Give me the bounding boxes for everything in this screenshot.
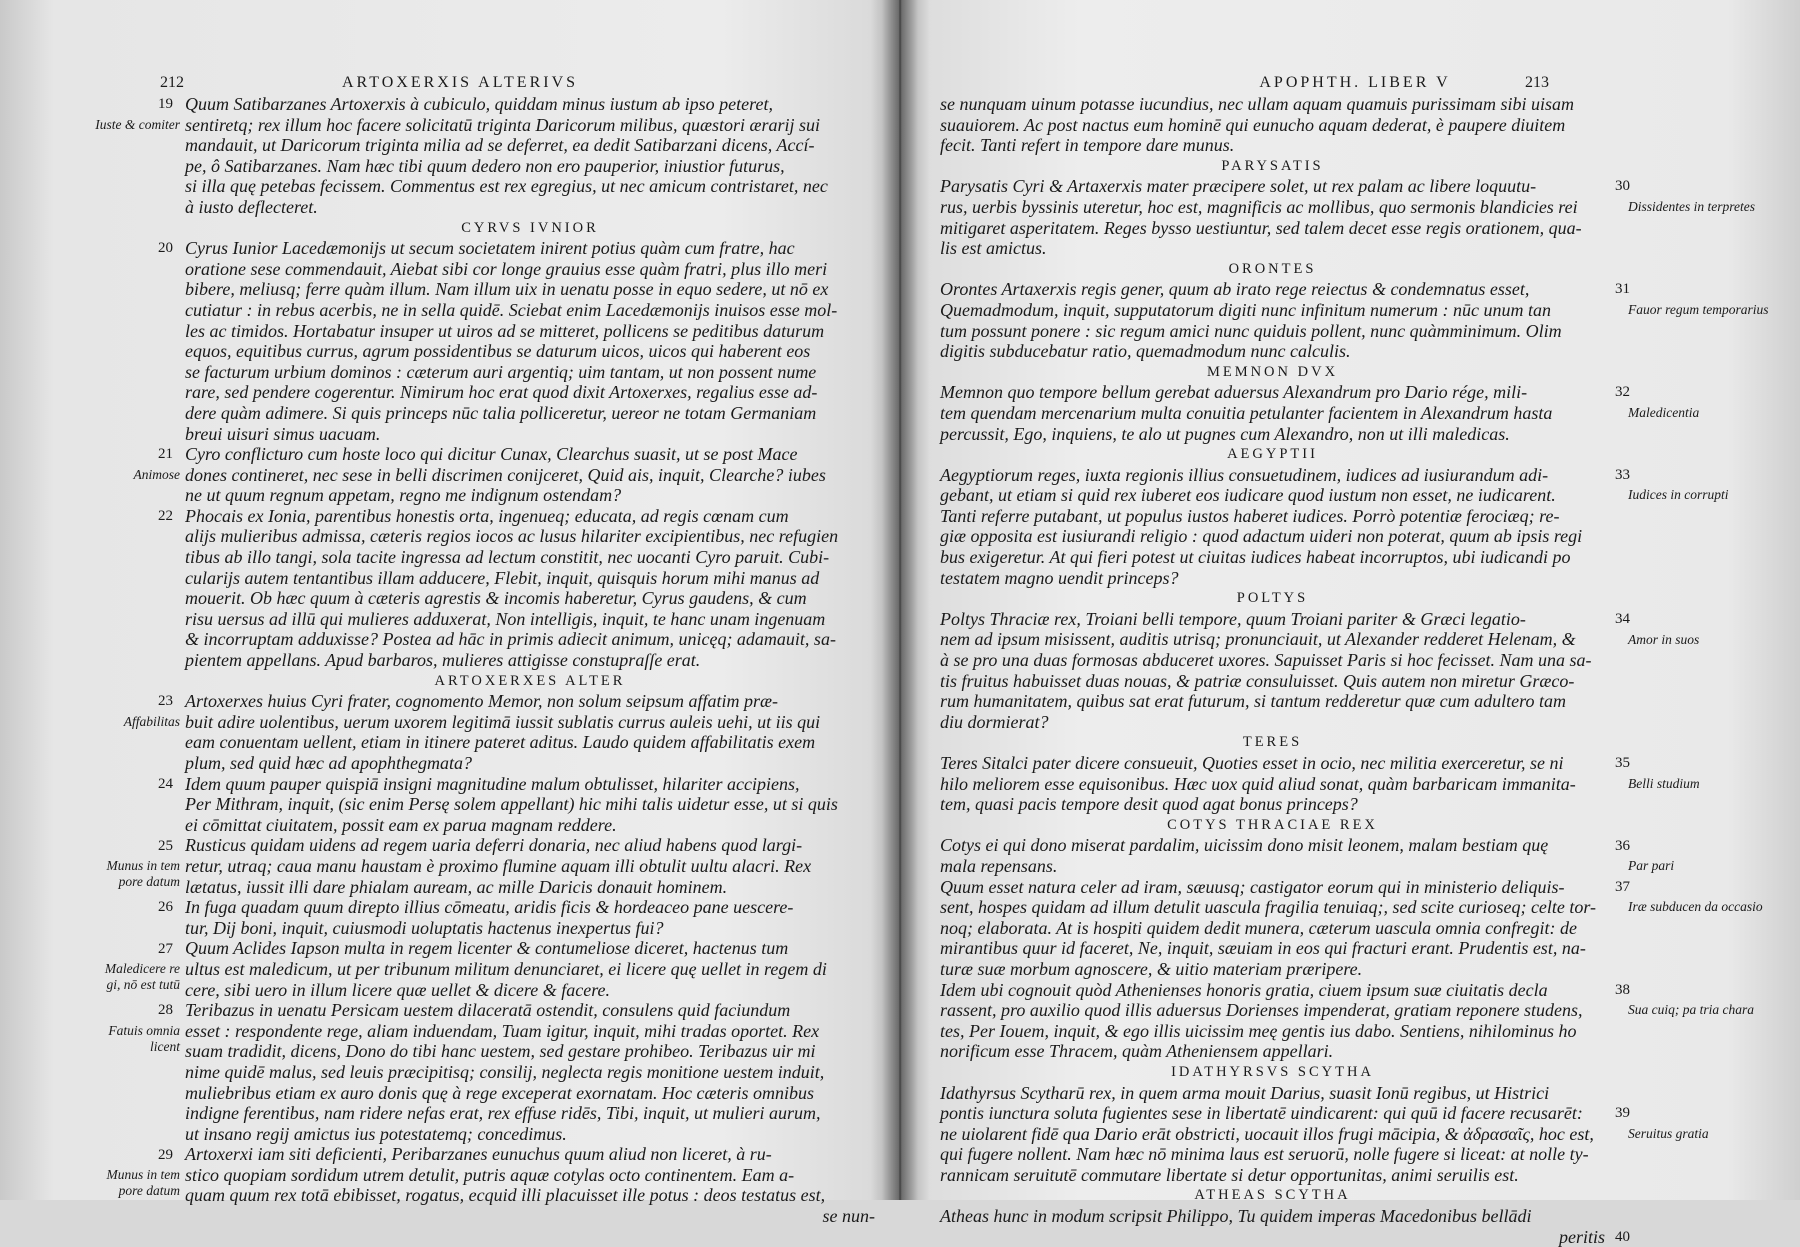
text-line: pontis iunctura soluta fugientes sese in libertatē uindicarent: qui quū id facere recusarēt:: [940, 1103, 1583, 1124]
text-line: Cyro conflicturo cum hoste loco qui dicitur Cunax, Clearchus suasit, ut se post Mace: [185, 444, 798, 465]
text-line: hilo meliorem esse equisonibus. Hæc uox quid aliud sonat, quàm barbaricam immanita-: [940, 773, 1576, 794]
text-line: suauiorem. Ac post nactus eum hominē qui eunucho aquam dederat, è paupere diuitem: [940, 114, 1566, 135]
text-line: lætatus, iussit illi dare phialam auream, ac mille Daricis donauit hominem.: [185, 876, 728, 897]
margin-number: 34: [1615, 611, 1630, 627]
margin-number: 29: [158, 1146, 173, 1163]
text-line: indigne ferentibus, nam ridere nefas erat, rex effuse ridēs, Tibi, inquit, ut mulieri aurum,: [185, 1103, 821, 1124]
margin-number: 25: [158, 837, 173, 854]
text-line: se nunquam uinum potasse iucundius, nec ullam aquam quamuis purissimam sibi uisam: [940, 94, 1574, 114]
text-line: rassent, pro auxilio quod illis aduersus Dorienses impenderat, gratiam reponere studens,: [940, 1000, 1583, 1021]
text-line: muliebribus etiam ex auro donis quę à rege exceperat exornatam. Hoc cæteris omnibus: [185, 1082, 815, 1103]
margin-number: 24: [158, 775, 173, 792]
margin-number: 35: [1615, 755, 1630, 772]
text-line: tur, Dij boni, inquit, cuiusmodi uoluptatis hactenus inexpertus fui?: [185, 917, 664, 938]
text-line: buit adire uolentibus, uerum uxorem legitimā iussit sublatis currus auleis uehi, ut iis qui: [185, 711, 821, 732]
text-line: tem, quasi pacis tempore desit quod agat bonus princeps?: [940, 794, 1358, 815]
section-heading: TERES: [1242, 734, 1303, 751]
text-line: Cyrus Iunior Lacedæmonijs ut secum societatem inirent potius quàm cum fratre, hac: [185, 238, 795, 259]
text-line: mouerit. Ob hæc quum à cæteris agrestis & incomis haberetur, Cyrus gaudens, & cum: [185, 588, 807, 609]
text-line: percussit, Ego, inquiens, te alo ut pugnes cum Alexandro, non ut illi maledicas.: [940, 423, 1510, 444]
text-line: cularijs autem tentantibus illam adducere, Flebit, inquit, quisquis horum mihi manus ad: [185, 567, 820, 588]
text-column: [940, 94, 1605, 1247]
text-line: Idem ubi cognouit quòd Athenienses honoris gratia, ciuem ipsum suæ ciuitatis decla: [940, 979, 1548, 1000]
text-line: fecit. Tanti refert in tempore dare munus.: [940, 135, 1235, 156]
text-line: Parysatis Cyri & Artaxerxis mater præcipere solet, ut rex palam ac libere loquutu-: [940, 176, 1537, 197]
text-line: Memnon quo tempore bellum gerebat aduersus Alexandrum pro Dario rége, mili-: [940, 382, 1528, 403]
margin-note: Dissidentes in terpretes: [1628, 199, 1755, 214]
margin-note: Munus in tem pore datum: [106, 858, 180, 889]
text-line: se facturum urbium dominos : cæterum auri argentiq; uim tantam, ut non possent nume: [185, 361, 817, 382]
text-line: Orontes Artaxerxis regis gener, quum ab irato rege reiectus & condemnatus esset,: [940, 279, 1530, 300]
gutter-shadow: [870, 0, 930, 1200]
section-heading: MEMNON DVX: [1206, 363, 1339, 380]
margin-number: 32: [1615, 384, 1630, 401]
section-heading: CYRVS IVNIOR: [461, 219, 599, 236]
text-line: mandauit, ut Daricorum triginta milia ad se deferret, ea dedit Satibarzani dicens, Accí-: [185, 135, 815, 156]
text-line: bus exigeretur. At qui fieri potest ut ciuitas iudices habeat incorruptos, ubi iudicandi po: [940, 547, 1571, 568]
text-line: suam tradidit, dicens, Dono do tibi hanc uestem, sed gestare prohibeo. Teribazus uir mi: [185, 1041, 816, 1062]
text-line: gebant, ut etiam si quid rex iuberet eos iudicare quod iustum non esset, ne iudicarent.: [940, 485, 1556, 506]
text-line: tum possunt ponere : sic regum amici nunc quiduis pollent, nunc quàmminimum. Olim: [940, 320, 1562, 341]
section-heading: POLTYS: [1236, 590, 1309, 607]
section-heading: COTYS THRACIAE REX: [1167, 816, 1378, 833]
margin-note: Seruitus gratia: [1628, 1126, 1709, 1141]
margin-note: Fauor regum temporarius: [1628, 302, 1769, 317]
margin-note: Par pari: [1628, 858, 1675, 874]
text-line: equos, equitibus currus, agrum possidentibus se daturum uicos, uicos qui haberent eos: [185, 341, 811, 362]
text-line: alijs mulieribus admissa, cæteris regios iocos ac lusus hilariter excipientibus, nec refugien: [185, 526, 839, 547]
text-line: se nun-: [822, 1206, 875, 1227]
section-heading: ORONTES: [1228, 260, 1317, 277]
text-line: lis est amictus.: [940, 238, 1047, 259]
text-line: Teribazus in uenatu Persicam uestem dilaceratā ostendit, consulens quid faciundum: [185, 1000, 791, 1021]
text-line: giæ opposita est iusiurandi religio : quod adactum uideri non poterat, quum ab ipsis regi: [940, 526, 1583, 547]
margin-note: Munus in tem pore datum: [106, 1167, 180, 1198]
section-heading: IDATHYRSVS SCYTHA: [1171, 1063, 1374, 1080]
margin-note: Affabilitas: [123, 714, 180, 729]
text-line: ultus est maledicum, ut per tribunum militum denunciaret, ei licere quę uellet in regem di: [185, 958, 827, 979]
text-line: mala repensans.: [940, 855, 1058, 876]
page-number: 212: [160, 74, 184, 91]
page-number: 213: [1525, 74, 1549, 91]
text-line: Rusticus quidam uidens ad regem uaria deferri donaria, nec aliud habens quod largi-: [185, 835, 803, 856]
text-line: nem ad ipsum misissent, auditis utrisq; pronunciauit, ut Alexander redderet Helenam, &: [940, 629, 1576, 650]
text-line: ei cōmittat ciuitatem, possit eam ex parua magnam reddere.: [185, 814, 617, 835]
text-line: tes, Per Iouem, inquit, & ego illis uicissim meę gentis ius dabo. Sentiens, nihilominus ho: [940, 1020, 1577, 1041]
margin-number: 37: [1615, 878, 1630, 895]
margin-note: Belli studium: [1628, 775, 1700, 791]
text-line: digitis subducebatur ratio, quemadmodum nunc calculis.: [940, 341, 1351, 362]
text-line: pientem appellans. Apud barbaros, mulieres attigisse constupraſſe erat.: [185, 650, 701, 671]
text-line: risu uersus ad illū qui mulieres adduxerat, Non intelligis, inquit, te hanc unam ingenuam: [185, 608, 826, 629]
text-line: norificum esse Thracem, quàm Atheniensem appellari.: [940, 1041, 1334, 1062]
text-line: Aegyptiorum reges, iuxta regionis illius consuetudinem, iudices ad iusiurandum adi-: [940, 464, 1549, 485]
text-line: Quum Aclides Iapson multa in regem licenter & contumeliose diceret, hactenus tum: [185, 938, 789, 959]
text-line: & incorruptam adduxisse? Postea ad hāc in primis adiecit animum, unicęq; adamauit, sa-: [185, 629, 836, 650]
margin-number: 31: [1615, 281, 1630, 298]
margin-number: 39: [1615, 1105, 1630, 1122]
text-line: cere, sibi uero in illum licere quæ uellet & dicere & facere.: [185, 979, 611, 1000]
text-line: les ac timidos. Hortabatur insuper ut uiros ad se mitteret, pollicens se peditibus daturum: [185, 320, 825, 341]
text-line: turæ suæ morbum agnoscere, & uitio materiam præripere.: [940, 958, 1363, 979]
section-heading: PARYSATIS: [1221, 157, 1324, 174]
right-page: [925, 60, 1785, 1247]
text-line: tem quendam mercenarium multa conuitia petulanter facientem in Alexandrum hasta: [940, 402, 1553, 423]
text-line: Per Mithram, inquit, (sic enim Persę solem appellant) hic mihi talis uidetur esse, ut si quis: [185, 794, 838, 815]
text-line: quam quum rex totā ebibisset, rogatus, ecquid illi placuisset ille potus : deos testatus est,: [185, 1185, 826, 1206]
margin-note: Iuste & comiter: [95, 116, 180, 132]
running-head-title: ARTOXERXIS ALTERIVS: [341, 74, 579, 91]
text-line: oratione sese commendauit, Aiebat sibi cor longe grauius esse quàm fratri, plus illo meri: [185, 258, 828, 279]
margin-note: Iudices in corrupti: [1628, 487, 1729, 503]
text-line: Quum Satibarzanes Artoxerxis à cubiculo, quiddam minus iustum ab ipso peteret,: [185, 94, 773, 114]
text-column: [185, 94, 875, 1227]
text-line: Tanti referre putabant, ut populus iustos haberet iudices. Porrò potentiæ ferociæq; re-: [940, 505, 1560, 526]
text-line: dere quàm adimere. Si quis princeps nūc talia polliceretur, uereor ne totam Germaniam: [185, 402, 817, 423]
text-line: ne uiolarent fidē qua Dario erāt obstricti, uocauit illos frugi mācipia, & ἀδρασαῖς, hoc est,: [940, 1123, 1594, 1144]
text-line: noq; elaborata. At is hospiti quidem dedit munera, cæterum uascula omnia confregit: de: [940, 917, 1577, 938]
margin-number: 38: [1615, 981, 1630, 998]
left-page: [40, 60, 880, 1227]
margin-note: Maledicentia: [1628, 405, 1700, 420]
text-line: tis fruitus habuisset duas nouas, & patriæ consuluisset. Quis autem non miretur Græco-: [940, 670, 1575, 691]
margin-number: 30: [1615, 178, 1630, 195]
text-line: plum, sed quid hæc ad apophthegmata?: [185, 753, 472, 773]
margin-note: Iræ subducen da occasio: [1628, 899, 1763, 915]
text-line: nime quidē malus, sed leuis præcipitisq; consilij, neglecta regis monitione uestem induit,: [185, 1061, 825, 1082]
text-line: breui uisuri simus uacuam.: [185, 423, 381, 444]
text-line: Poltys Thraciæ rex, Troiani belli tempore, quum Troiani pariter & Græci legatio-: [940, 608, 1526, 629]
text-line: retur, utraq; caua manu haustam è proximo flumine aquam illi obtulit uultu alacri. Rex: [185, 855, 812, 876]
margin-number: 23: [158, 693, 173, 710]
text-line: qui fugere nollent. Nam hæc nō minima laus est seruorū, nolle fugere si liceat: at nolle ty-: [940, 1144, 1589, 1165]
text-line: stico quopiam sordidum utrem detulit, putris aquæ cotylas octo continentem. Eam a-: [185, 1164, 795, 1185]
text-line: sentiretq; rex illum hoc facere solicitatū triginta Daricorum milibus, quæstori ærarij sui: [185, 114, 820, 135]
text-line: In fuga quadam quum direpto illius cōmeatu, aridis ficis & hordeaceo pane uescere-: [185, 897, 794, 918]
text-line: Quemadmodum, inquit, supputatorum digiti nunc infinitum numerum : nūc unum tan: [940, 299, 1551, 320]
text-line: pe, ô Satibarzanes. Nam hæc tibi quum dedero non ero pauperior, iniustior futurus,: [185, 155, 785, 176]
text-line: Atheas hunc in modum scripsit Philippo, Tu quidem imperas Macedonibus bellādi: [940, 1206, 1532, 1227]
text-line: à se pro una duas formosas abduceret uxores. Sapuisset Paris si hoc fecisset. Nam una sa-: [940, 650, 1592, 671]
margin-number: 20: [158, 240, 173, 257]
running-head: [925, 60, 1785, 90]
margin-note: Fatuis omnia licent: [108, 1023, 180, 1054]
text-line: rus, uerbis byssinis uteretur, hoc est, magnificis ac mollibus, quo sermonis blandicies rei: [940, 196, 1578, 217]
text-line: Teres Sitalci pater dicere consueuit, Quoties esset in ocio, nec militia exerceretur, se ni: [940, 753, 1564, 773]
margin-number: 26: [158, 899, 173, 916]
margin-number: 28: [158, 1002, 173, 1019]
margin-number: 19: [158, 96, 173, 112]
section-heading: ARTOXERXES ALTER: [434, 672, 626, 689]
margin-note: Amor in suos: [1628, 631, 1700, 647]
running-head: [40, 60, 880, 90]
text-line: cutiatur : in rebus acerbis, ne in sella quidē. Sciebat enim Lacedæmonijs inuisos esse mol-: [185, 299, 838, 320]
text-line: dones contineret, nec sese in belli discrimen conijceret, Quid ais, inquit, Clearche? iubes: [185, 464, 826, 485]
text-line: ut insano regij amictus ius potestatemq; concedimus.: [185, 1123, 567, 1144]
margin-note: Maledicere re gi, nō est tutū: [104, 961, 180, 992]
margin-number: 40: [1615, 1229, 1630, 1245]
running-head-title: APOPHTH. LIBER V: [1259, 74, 1451, 91]
margin-number: 36: [1615, 837, 1630, 854]
text-line: rum humanitatem, quibus sat erat futurum, si tantum redderetur quæ cum adultero tam: [940, 691, 1566, 712]
margin-note: Animose: [133, 466, 180, 482]
text-line: sent, hospes quidam ad illum detulit uascula fragilia tenuiaq;, sed scite curioseq; celte tor-: [940, 897, 1597, 918]
margin-number: 21: [158, 446, 173, 463]
text-line: à iusto deflecteret.: [185, 196, 318, 217]
text-line: Quum esset natura celer ad iram, sæuusq; castigator eorum qui in ministerio deliquis-: [940, 876, 1565, 897]
text-line: bibere, meliusq; ferre quàm illum. Nam illum uix in uenatu posse in equo sedere, ut nō ex: [185, 279, 829, 300]
text-line: diu dormierat?: [940, 711, 1049, 732]
text-line: Cotys ei qui dono miserat pardalim, uicissim dono misit leonem, malam bestiam quę: [940, 835, 1549, 856]
text-line: Idem quum pauper quispiā insigni magnitudine malum obtulisset, hilariter accipiens,: [185, 773, 800, 794]
text-line: ne ut quum regnum appetam, regno me indignum ostendam?: [185, 485, 622, 506]
text-line: Artoxerxi iam siti deficienti, Peribarzanes eunuchus quum aliud non liceret, à ru-: [185, 1144, 772, 1165]
margin-number: 22: [158, 508, 173, 524]
text-line: si illa quę petebas fecissem. Commentus est rex egregius, ut nec amicum contristaret, nec: [185, 176, 828, 197]
text-line: mitigaret asperitatem. Reges bysso uestiuntur, sed talem decet esse regis orationem, qua-: [940, 217, 1582, 238]
margin-number: 33: [1615, 466, 1630, 483]
text-line: tibus ab illo tangi, sola tacite ingressa ad lectum constitit, nec uocanti Cyro paruit. Cubi-: [185, 547, 830, 568]
text-line: Idathyrsus Scytharū rex, in quem arma mouit Darius, suasit Ionū regibus, ut Histrici: [940, 1082, 1550, 1103]
text-line: esset : respondente rege, aliam induendam, Tuam igitur, inquit, mihi tradas oportet. Rex: [185, 1020, 820, 1041]
text-line: peritis: [1558, 1226, 1605, 1247]
margin-number: 27: [158, 940, 173, 957]
section-heading: AEGYPTII: [1227, 446, 1318, 463]
text-line: rannicam seruitutē commutare libertate si detur opportunitas, animi seruilis est.: [940, 1164, 1519, 1185]
text-line: Phocais ex Ionia, parentibus honestis orta, ingenueq; educata, ad regis cœnam cum: [185, 505, 789, 526]
text-line: Artoxerxes huius Cyri frater, cognomento Memor, non solum seipsum affatim præ-: [185, 691, 778, 712]
section-heading: ATHEAS SCYTHA: [1194, 1187, 1351, 1204]
margin-note: Sua cuiq; pa tria chara: [1628, 1002, 1754, 1018]
text-line: mirantibus quur id faceret, Ne, inquit, sæuiam in eos qui fracturi erant. Prudentis est, na-: [940, 938, 1586, 959]
text-line: eam conuentam uellent, etiam in itinere pateret aditus. Laudo quidem affabilitatis exem: [185, 732, 816, 753]
text-line: testatem magno uendit princeps?: [940, 567, 1179, 588]
text-line: rare, sed pendere cogerentur. Nimirum hoc erat quod dixit Artoxerxes, regalius esse ad-: [185, 382, 818, 403]
